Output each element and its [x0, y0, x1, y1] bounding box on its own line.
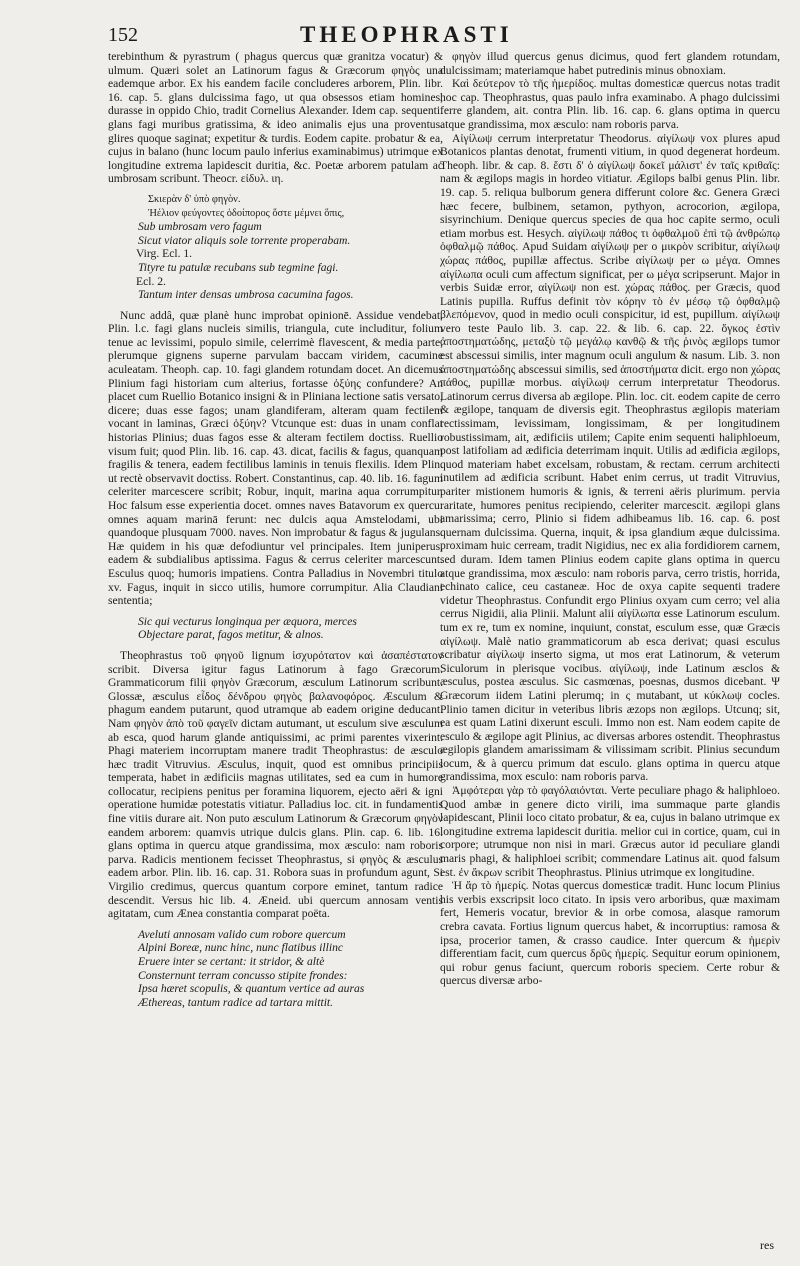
verse-line: Æthereas, tantum radice ad tartara mittit. [138, 995, 334, 1009]
verse-line: Sic qui vecturus longinqua per æquora, merces [138, 614, 357, 628]
page-header [108, 22, 778, 50]
greek-verse-line: Σκιερὰν δ' ὑπὸ φηγὸν. [148, 193, 241, 205]
verse-line: Objectare parat, fagos metitur, & alnos. [138, 628, 324, 642]
left-paragraph-2: Nunc addâ, quæ planè hunc improbat opinionē. Assidue vendebat. Plin. l.c. fagi glans nucleis similis, triangula, cute includitur, folium tenue ac levissimi, populo simile, celerrimè flavescent, & media parte, plerumque gignens superne parvulam baccam viridem, cacumine aculeatam. Theoph. cap. 10. fagi glandem rotundam docet. An dicemus Plinium fagi historiam cum alterius, fortasse ὀξύης confundere? An placet cum Ruellio Botanico insigni & in Pliniana lectione satis versato, dicere; duas esse fagos; unam glandiferam, alteram quam fectilem vocant in laminas, Græci ὀξύην? Vtcunque est: duas in unam conflat historias Plinius; duas fagos esse & alteram fectilem doctiss. Ruellio visum fuit; quod Plin. lib. 16. cap. 43. dicat, facilis & fagus, quanquam fragilis & tenera, eadem fectilibus laminis in tenuis flexilis. Idem Plin. ut rectè observavit doctiss. Robert. Constantinus, cap. 40. lib. 16. fagum celeriter marcescere scribit; Robur, inquit, marina aqua corrumpitur. Hoc falsum esse experientia docet. omnes naves Batavorum ex quercu: omnes aquam marinā ferunt: nec dulcis aqua Amstelodami, ubi quandoque plusquam 7000. naves. Non improbatur & fagus & jugulans. Hæ quidem in his quæ defodiuntur vel principales. Item juniperus, eadem & subdialibus aptissima. Fagus & cerrus celeriter marcescunt. Esculus quoq; humoris impatiens. Contra Palladius in Novembri titulo xv. Fagus, inquit in sicco utilis, humore corrumpitur. Alia Claudiani sententia; [108, 308, 443, 608]
citation: Ecl. 2. [136, 274, 166, 288]
left-paragraph-3: Theophrastus τοῦ φηγοῦ lignum ἰσχυρότατον καὶ ἀσαπέστατον scribit. Diversa igitur fagus Latinorum à fago Græcorum. Grammaticorum filii φηγὸν Græcorum, æsculum Latinorum scribunt. Glossæ, æsculus εἶδος δένδρου φηγὸς βαλανοφόρος. Æsculum & phagum eandem putarunt, quod utramque ab eadem origine deducant. Nam φηγὸν ἀπὸ τοῦ φαγεῖν dictam autumant, ut esculum sive æsculum ab esca, quod harum glande antiquissimi, ac primi parentes vixerint. Phagi materiem incorruptam manere tradit Theophrastus: de æsculo hæc tradit Vitruvius. Æsculus, inquit, quod est omnibus principiis temperata, habet in ædificiis magnas utilitates, sed ea cum in humore collocatur, recipiens penitus per foramina liquorem, ejecto aëri & igni operatione humidæ potestatis vitiatur. Palladius loc. cit. in fundamentis fine vitiis durare ait. Non puto æsculum Latinorum & Græcorum φηγὸν eandem arborem: quamvis utrique dulcis glans. Plin. cap. 6. lib. 16. glans optima in quercu atque grandissima, mox æsculo: nam roboris parva. Radicis mentionem fecisset Theophrastus, si φηγὸς & æsculus eadem arbor. Plin. lib. 16. cap. 31. Robora suas in profundum agunt, Si Virgilio credimus, quercus quantum corpore eminet, tantum radice descendit. Versus hic lib. 4. Æneid. ubi quercum annosam ventis agitatam, cum Ænea constantia comparat poëta. [108, 648, 443, 921]
verse-line: Sicut viator aliquis sole torrente properabam. [138, 233, 351, 247]
page-number: 152 [108, 24, 138, 46]
right-paragraph-2: Καὶ δεύτερον τὸ τῆς ἡμερίδος. multas domesticæ quercus notas tradit hoc cap. Theophrastus, quas paulo infra examinabo. A phago dulcissimi ferre glandem, ait. contra Plin. lib. 16. cap. 6. glans optima in quercu atque grandissima, mox æsculo: nam roboris parva. [440, 77, 780, 131]
right-column [440, 50, 780, 1250]
left-paragraph-1: terebinthum & pyrastrum ( phagus quercus quæ granitza vocatur) & ulmum. Quæri solet an Latinorum fagus & Græcorum φηγὸς una eademque arbor. Ex his eandem facile concluderes arborem, Plin. libr. 16. cap. 5. glans dulcissima fago, ut qua obsessos etiam homines, durasse in oppido Chio, tradit Cornelius Alexander. Idem cap. sequenti. glans fagi muribus gratissima, & ideo animalis ejus una proventus. glires quoque saginat; expetitur & turdis. Eodem capite. probatur & ea, cujus in balano (hunc locum paulo inferius examinabimus) utrimque ex longitudine extrema lapidescit duritia, &c. Poetæ arborem patulam ac umbrosam scribunt. Theocr. εἰδυλ. ιη. [108, 50, 443, 186]
left-column [108, 50, 443, 1230]
verse-line: Ipsa hæret scopulis, & quantum vertice ad auras [138, 982, 365, 996]
verse-line: Eruere inter se certant: it stridor, & altè [138, 955, 325, 968]
verse-line: Aveluti annosam valido cum robore quercum [138, 927, 346, 941]
running-title: THEOPHRASTI [300, 22, 513, 47]
right-paragraph-3: Αἰγίλωψ cerrum interpretatur Theodorus. αἰγίλωψ vox plures apud Botanicos plantas denotat, frumenti vitium, in quod degenerat hordeum. Theoph. libr. & cap. 8. ἔστι δ' ὁ αἰγίλωψ δοκεῖ μάλιστ' ἐν ταῖς κριθαῖς: nam & ægilops magis in hordeo vitiatur. Ægilops balbi genus Plin. libr. 19. cap. 5. reliqua bulborum genera differunt colore &c. Genera Græci hæc fecere, bulbinem, setamon, pythyon, acrocorion, ægilopa, sisyrinchium. Denique quercus species de qua hoc capite sermo, oculi etiam morbus est. Hesych. αἰγίλωψ πάθος τι ὀφθαλμοῦ ἐπὶ τῷ ἀνθρώπῳ ὀφθαλμῷ πάθος. Apud Suidam αἰγίλωψ per ο μικρὸν scribitur, αἰγίλωψ χώρας πάθος, pupillæ affectus. Scribe αἰγίλωψ per ω μέγα. Omnes αἰγίλωπα oculi cum affectum significat, per ω μέγα scripserunt. Major in verbis Suidæ error, αἰγίλωψ non est. χώρας πάθος. per Græcis, quod Latinis pupilla. Ruffus definit τὸν κόρην τὸ ἐν μέσῳ τῷ ὀφθαλμῷ βλεπόμενον, quod in medio oculi conspicitur, id est, pupillum. αἰγίλωψ vero teste Paulo lib. 3. cap. 22. & lib. 6. cap. 22. ὄγκος ἐστὶν ἀποστηματώδης, μεταξὺ τῷ μεγάλῳ κανθῷ & τῆς ῥινὸς ægilops tumor est abscessui similis, inter magnum oculi angulum & nasum. Lib. 3. non ἀποστηματώδης abscessui similis, sed ἀποστήματα dicit. ergo non χώρας πάθος, pupillæ morbus. αἰγίλωψ cerrum interpretatur Theodorus. Latinorum cerrus diversa ab ægilope. Plin. loc. cit. eodem capite de cerro & ægilope, tanquam de diversis egit. Theophrastus ægilopis materiam rectissimam, levissimam, longissimam, & per longitudinem robustissimam, ait, ædificiis utilem; Capite enim sequenti haliphloeum, post latifoliam ad ædificia deterrimam inquit. Utilis ad ædificia ægilops, quod materiam habet excelsam, robustam, & rectam. cerrum architecti inutilem ad ædificia scribunt. Habet enim cerrus, ut tradit Vitruvius, pariter mistionem humoris & ignis, & terreni aëris plurimum. pervia raritate, humores penitus recipiendo, celeriter marcescit. ægilopi glans amarissima; cerro, Plinio si fidem adhibeamus lib. 16. cap. 6. post quernam dulcissima. Querna, inquit, & ipsa glandium æque dulcissima. proximam huic cerream, tradit Nigidius, nec ex alia fordidiorem carnem, sed duram. Idem tamen Plinius eodem capite glans optima in quercu atque grandissima, mox æsculo: nam roboris parva, cerro tristis, horrida, echinato calice, ceu castaneæ. Hoc de oxya capite sequenti tradere videtur Theophrastus. Confundit ergo Plinius oxyam cum cerro; vel alia cerrus Nigidii, alia Plinii. Malunt alii αἰγίλωπα esse Latinorum esculum. tum ex re, tum ex nomine, inquiunt, constat, esculum esse, quæ Græcis αἰγίλωψ. Malè natio grammaticorum ab esca derivat; quasi esculus scribatur αἰγίλωψ inserto sigma, ut mos erat Latinorum, & veterum Siculorum in plerisque vocibus. αἰγίλωψ, inde Latinum æsclos & æsculus, postea æsculus. Sic casmœnas, poesnas, dusmos dicebant. Ψ Græcorum iidem Latini plerumq; in ς mutabant, ut κύκλωψ cocles. Plinio tamen dicitur in veteribus libris æzops non ægilops. Utcunq; sit, ea est quam Latini dixerunt esculi. Immo non est. Nam eodem capite de esculo & ægilope agit Plinius, ac diversas arbores ostendit. Theophrastus ægilopis glandem amarissimam & vilissimam scribit. Plinius secundum locum, & à quercu primum dat esculo. glans optima in quercu atque grandissima, mox esculo: nam roboris parva. [440, 131, 780, 784]
catchword: res [760, 1238, 774, 1252]
citation: Virg. Ecl. 1. [136, 247, 193, 261]
right-paragraph-1: φηγὸν illud quercus genus dicimus, quod fert glandem rotundam, dulcissimam; materiamque habet putredinis minus obnoxiam. [440, 50, 780, 77]
verse-line: Alpini Boreæ, nunc hinc, nunc flatibus illinc [138, 941, 344, 955]
greek-verse-line: Ἠέλιον φεύγοντες ὁδοίπορος ὅστε μέμνει ὅπις, [148, 207, 345, 219]
right-paragraph-5: Ἡ ἄρ τὸ ἡμερίς. Notas quercus domesticæ tradit. Hunc locum Plinius his verbis exscripsit loco citato. In ipsis vero arboribus, quæ maximam fert, Hemeris vocatur, brevior & in orbe comosa, alasque ramorum crebra cavata. Fortius lignum quercus habet, & incorruptius: ramosa & ipsa, procerior tamen, & crasso caudice. Inter quercum & ἡμερὶν differentiam facit, cum quercus δρῦς ἡμερίς. Sequitur eorum opinionem, qui robur genus faciunt, quercum roboris speciem. Certe robur & quercus diversæ arbo- [440, 879, 780, 988]
verse-line: Sub umbrosam vero fagum [138, 220, 262, 234]
verse-line: Consternunt terram concusso stipite frondes: [138, 968, 348, 982]
verse-line: Tantum inter densas umbrosa cacumina fagos. [138, 288, 354, 302]
verse-line: Tityre tu patulæ recubans sub tegmine fagi. [138, 260, 339, 274]
right-paragraph-4: Ἀμφότεραι γὰρ τὸ φαγόλαιόνται. Verte peculiare phago & haliphloeo. Quod ambæ in genere dicto virili, ima summaque parte glandis lapidescant, Plinii loco citato probatur, & ea, cujus in balano utrimque ex longitudine extrema lapidescit duritia. melior cui in cortice, quam, cui in corpore; utrumque non nisi in mari. Græcus autor id peculiare glandi maris phagi, & haliphloei scribit; commendare Latinus ait. quod falsum est. ἐν ἄκρων scribit Theophrastus. Plinius utrimque ex longitudine. [440, 784, 780, 879]
